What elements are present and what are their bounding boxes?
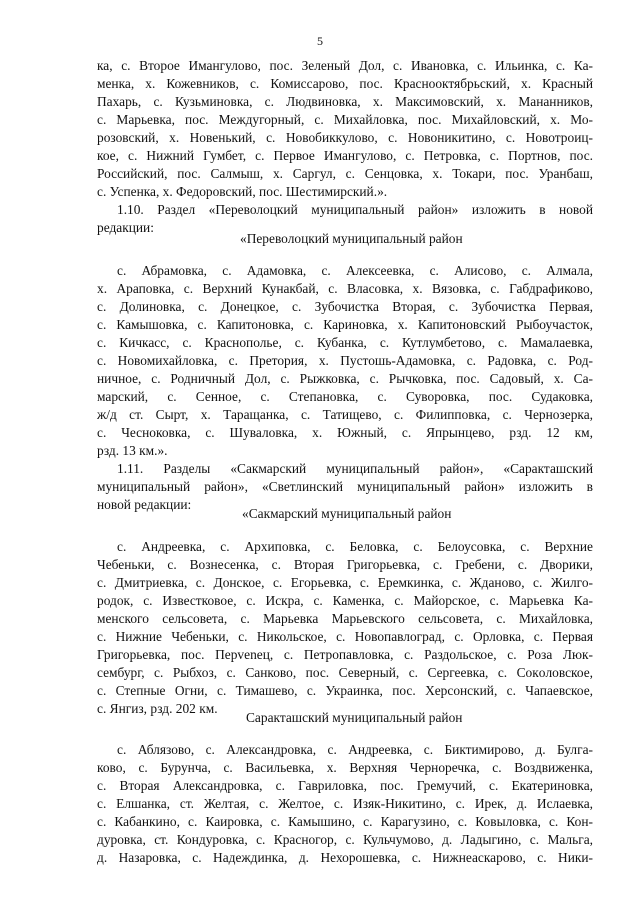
text-line: Российский, пос. Салмыш, х. Саргул, с. Сенцовка, х. Токари, пос. Уранбаш, — [97, 166, 593, 181]
text-line: 1.11. Разделы «Сакмарский муниципальный район», «Саракташский — [117, 461, 593, 476]
text-line: Пахарь, с. Кузьминовка, с. Людвиновка, х. Максимовский, х. Мананников, — [97, 94, 593, 109]
text-line: дуровка, ст. Кондуровка, с. Красногор, с. Кульчумово, д. Ладыгино, с. Мальга, — [97, 832, 593, 847]
text-line: с. Янгиз, рзд. 202 км. — [97, 701, 218, 716]
text-line: с. Степные Огни, с. Тимашево, с. Украинка, пос. Херсонский, с. Чапаевское, — [97, 683, 593, 698]
text-line: редакции: — [97, 220, 154, 235]
text-line: с. Андреевка, с. Архиповка, с. Беловка, с. Белоусовка, с. Верхние — [117, 539, 593, 554]
text-line: муниципальный район», «Светлинский муниципальный район» изложить в — [97, 479, 593, 494]
text-line: с. Кабанкино, с. Каировка, с. Камышино, с. Карагузино, с. Ковыловка, с. Кон- — [97, 814, 593, 829]
text-line: менка, х. Кожевников, с. Комиссарово, пос. Краснооктябрьский, х. Красный — [97, 76, 593, 91]
text-line: с. Камышовка, с. Капитоновка, с. Кариновка, х. Капитоновский Рыбоучасток, — [97, 317, 593, 332]
text-line: сембург, с. Рыбхоз, с. Санково, пос. Северный, с. Сергеевка, с. Сокoловское, — [97, 665, 593, 680]
text-line: с. Чесноковка, с. Шуваловка, х. Южный, с. Япрынцево, рзд. 12 км, — [97, 425, 593, 440]
text-line: с. Успенка, х. Федоровский, пос. Шестимирский.». — [97, 184, 388, 199]
text-line: новой редакции: — [97, 497, 192, 512]
text-line: кое, с. Нижний Гумбет, с. Первое Имангулово, с. Петровка, с. Портнов, пос. — [97, 148, 593, 163]
text-line: Чебеньки, с. Вознесенка, с. Вторая Григорьевка, с. Гребени, с. Дворики, — [97, 557, 593, 572]
text-line: с. Вторая Александровка, с. Гавриловка, пос. Гремучий, с. Екатериновка, — [97, 778, 593, 793]
text-line: с. Аблязово, с. Александровка, с. Андреевка, с. Биктимирово, д. Булга- — [117, 742, 593, 757]
text-line: с. Марьевка, пос. Междугорный, с. Михайловка, пос. Михайловский, х. Мо- — [97, 112, 593, 127]
text-line: х. Араповка, с. Верхний Кунакбай, с. Власовка, х. Вязовка, с. Габдрафиково, — [97, 281, 593, 296]
text-line: марский, с. Сенное, с. Степановка, с. Суворовка, пос. Судаковка, — [97, 389, 593, 404]
page-number: 5 — [317, 34, 323, 48]
text-line: ничное, с. Родничный Дол, с. Рыжковка, с. Рычковка, пос. Садовый, х. Са- — [97, 371, 593, 386]
section-heading: «Сакмарский муниципальный район — [242, 506, 452, 521]
text-line: Григорьевка, пос. Перvenец, с. Петропавловка, с. Раздольское, с. Роза Люк- — [97, 647, 593, 662]
text-line: д. Назаровка, с. Надеждинка, д. Нехорошевка, с. Нижнеаскарово, с. Ники- — [97, 850, 593, 865]
text-line: менского сельсовета, с. Марьевка Марьевского сельсовета, с. Михайловка, — [97, 611, 593, 626]
text-line: ка, с. Второе Имангулово, пос. Зеленый Дол, с. Ивановка, с. Ильинка, с. Ка- — [97, 58, 593, 73]
text-line: с. Дмитриевка, с. Донское, с. Егорьевка, с. Еремкинка, с. Жданово, с. Жилго- — [97, 575, 593, 590]
text-line: розовский, х. Новенький, с. Новобиккулово, с. Новоникитино, с. Новотроиц- — [97, 130, 593, 145]
text-line: с. Елшанка, ст. Желтая, с. Желтое, с. Изяк-Никитино, с. Ирек, д. Ислаевка, — [97, 796, 593, 811]
section-heading: «Переволоцкий муниципальный район — [240, 231, 463, 246]
text-line: с. Абрамовка, с. Адамовка, с. Алексеевка, с. Алисово, с. Алмала, — [117, 263, 593, 278]
text-line: с. Кичкасс, с. Краснополье, с. Кубанка, с. Кутлумбетово, с. Мамалаевка, — [97, 335, 593, 350]
text-line: с. Нижние Чебеньки, с. Никольское, с. Новопавлоград, с. Орловка, с. Первая — [97, 629, 593, 644]
text-line: ж/д ст. Сырт, х. Таращанка, с. Татищево, с. Филипповка, с. Чернозерка, — [97, 407, 593, 422]
text-line: ково, с. Бурунча, с. Васильевка, х. Верхняя Черноречка, с. Воздвиженка, — [97, 760, 593, 775]
text-line: с. Долиновка, с. Донецкое, с. Зубочистка Вторая, с. Зубочистка Первая, — [97, 299, 593, 314]
text-line: рзд. 13 км.». — [97, 443, 168, 458]
text-line: родок, с. Известковое, с. Искра, с. Каменка, с. Майорское, с. Марьевка Ка- — [97, 593, 593, 608]
text-line: с. Новомихайловка, с. Претория, х. Пустошь-Адамовка, с. Радовка, с. Род- — [97, 353, 593, 368]
text-line: 1.10. Раздел «Переволоцкий муниципальный район» изложить в новой — [117, 202, 593, 217]
section-heading: Саракташский муниципальный район — [246, 710, 463, 725]
